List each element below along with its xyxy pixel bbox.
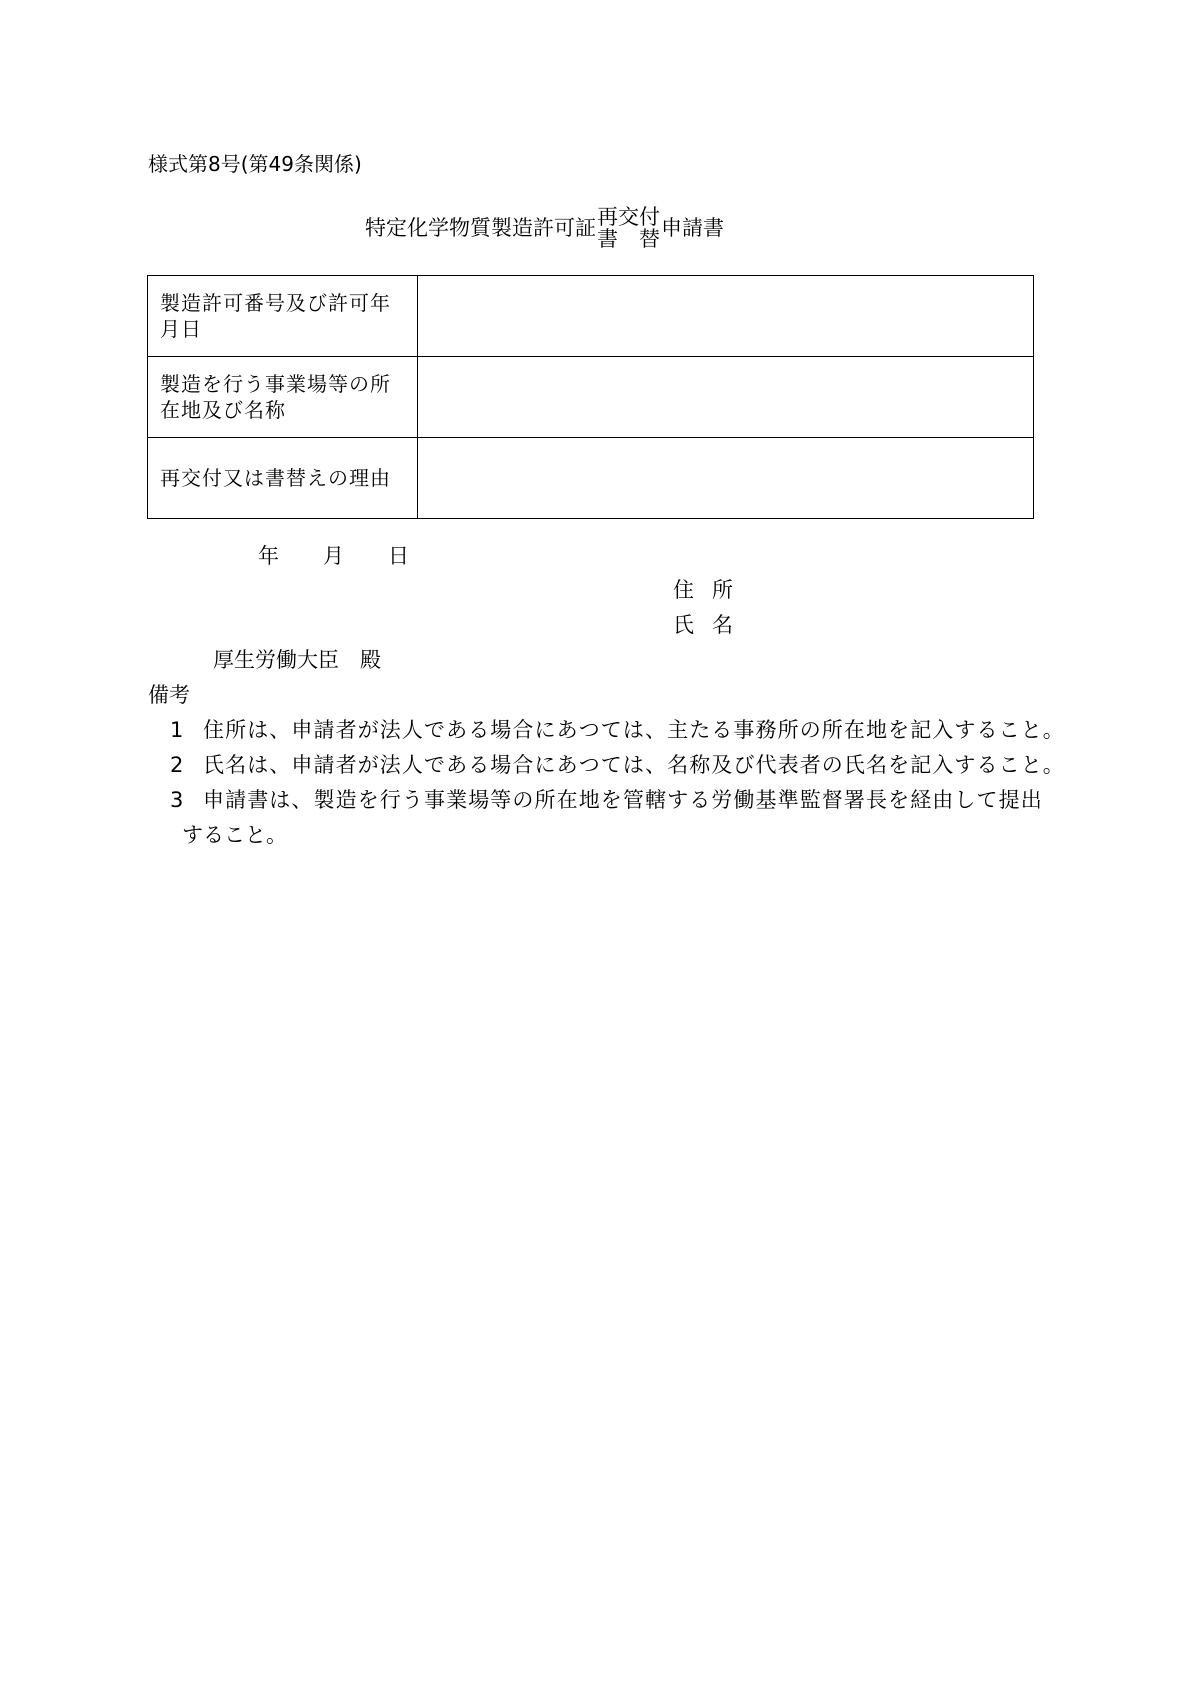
remark-number: 1 bbox=[170, 718, 184, 742]
remark-continuation: すること。 bbox=[182, 823, 287, 847]
remarks-heading: 備考 bbox=[148, 683, 190, 707]
remark-item bbox=[170, 755, 1065, 776]
application-table bbox=[147, 275, 1034, 519]
date-year: 年 bbox=[258, 544, 279, 568]
row-value-field[interactable] bbox=[418, 276, 1034, 357]
title-reissue: 再交付 bbox=[597, 204, 660, 229]
title-suffix: 申請書 bbox=[661, 215, 724, 240]
title-alternatives bbox=[597, 206, 660, 250]
row-label: 製造を行う事業場等の所在地及び名称 bbox=[148, 357, 418, 438]
remark-number: 3 bbox=[170, 788, 184, 812]
address-label: 住所 bbox=[673, 578, 751, 602]
table-row bbox=[148, 438, 1034, 519]
remark-item bbox=[170, 720, 1065, 741]
title-rewrite-1: 書 bbox=[597, 227, 618, 251]
remark-text: 氏名は、申請者が法人である場合にあつては、名称及び代表者の氏名を記入すること。 bbox=[203, 753, 1065, 777]
title-rewrite-2: 替 bbox=[639, 227, 660, 251]
remark-text: 申請書は、製造を行う事業場等の所在地を管轄する労働基準監督署長を経由して提出 bbox=[203, 788, 1043, 812]
date-line bbox=[258, 546, 453, 567]
row-label: 再交付又は書替えの理由 bbox=[148, 438, 418, 519]
form-number: 様式第8号(第49条関係) bbox=[148, 152, 362, 176]
date-day: 日 bbox=[388, 544, 409, 568]
table-row bbox=[148, 276, 1034, 357]
row-label: 製造許可番号及び許可年月日 bbox=[148, 276, 418, 357]
document-title bbox=[365, 203, 724, 253]
row-value-field[interactable] bbox=[418, 357, 1034, 438]
date-month: 月 bbox=[323, 544, 344, 568]
remark-number: 2 bbox=[170, 753, 184, 777]
name-label: 氏名 bbox=[673, 613, 751, 637]
title-prefix: 特定化学物質製造許可証 bbox=[365, 215, 596, 240]
row-value-field[interactable] bbox=[418, 438, 1034, 519]
remark-item bbox=[170, 790, 1043, 811]
addressee: 厚生労働大臣 殿 bbox=[213, 648, 381, 672]
remark-text: 住所は、申請者が法人である場合にあつては、主たる事務所の所在地を記入すること。 bbox=[203, 718, 1065, 742]
table-row bbox=[148, 357, 1034, 438]
